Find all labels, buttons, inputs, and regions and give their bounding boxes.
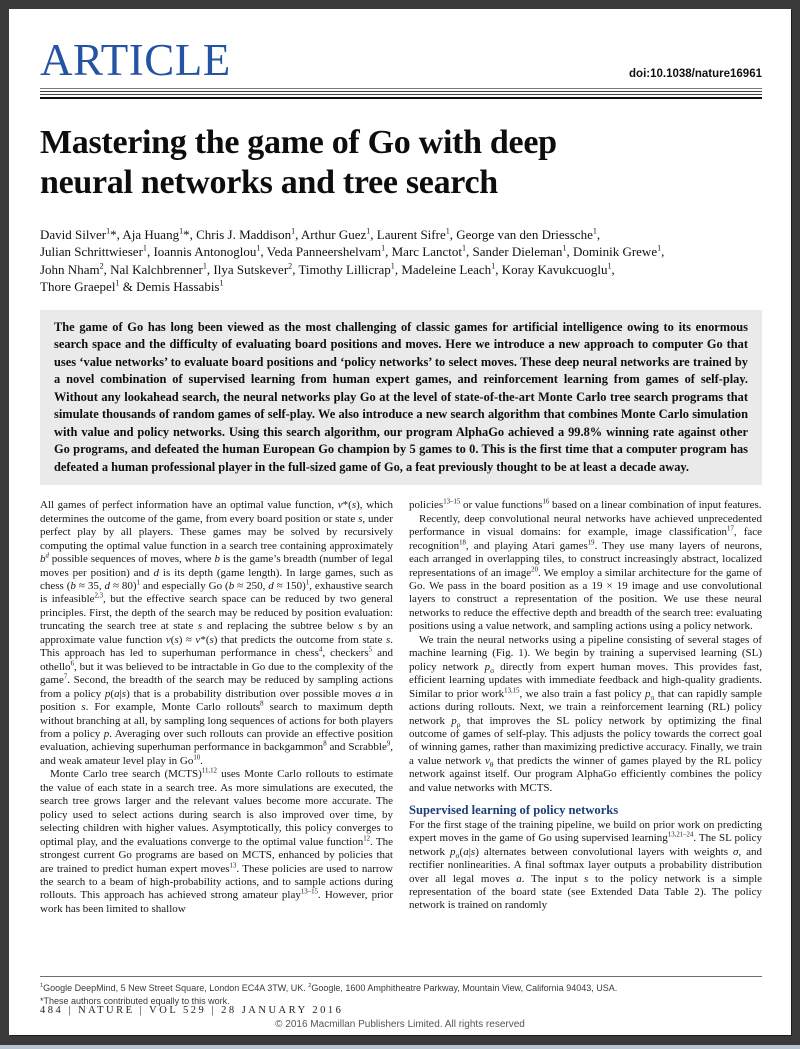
affiliations: $^1$Google DeepMind, 5 New Street Square, London EC4A 3TW, UK. $^2$Google, 1600 Amphitheatre Parkway, Mountain View, California 94043, USA. — [40, 983, 618, 993]
masthead — [40, 9, 762, 83]
paragraph-mcts: Monte Carlo tree search (MCTS)$^{11,12}$ uses Monte Carlo rollouts to estimate the value of each state in a search tree. As more simulations are executed, the search tree grows larger and the relevant values become more accurate. The policy used to select actions during search is also improved over time, by selecting children with higher values. Asymptotically, this policy converges to optimal play, and the evaluations converge to the optimal value function$^{12}$. The strongest current Go programs are based on MCTS, enhanced by policies that are trained to predict human expert moves$^{13}$. These policies are used to narrow the search to a beam of high-probability actions, and to sample actions during rollouts. This approach has achieved strong amateur play$^{13-15}$. However, prior work has been limited to shallow — [40, 767, 393, 915]
equal-contribution-note: *These authors contributed equally to this work. — [40, 995, 230, 1006]
author-list: David Silver$^1$*, Aja Huang$^1$*, Chris J. Maddison$^1$, Arthur Guez$^1$, Laurent Sifre$^1$, George van den Driessche$^1$, Julian Schrittwieser$^1$, Ioannis Antonoglou$^1$, Veda Panneershelvam$^1$, Marc Lanctot$^1$, Sander Dieleman$^1$, Dominik Grewe$^1$, John Nham$^2$, Nal Kalchbrenner$^1$, Ilya Sutskever$^2$, Timothy Lillicrap$^1$, Madeleine Leach$^1$, Koray Kavukcuoglu$^1$, Thore Graepel$^1$ & Demis Hassabis$^1$ — [40, 226, 665, 295]
right-column — [409, 499, 762, 916]
article-type-label: ARTICLE — [40, 35, 231, 85]
paragraph-pipeline: We train the neural networks using a pipeline consisting of several stages of machine learning (Fig. 1). We begin by training a supervised learning (SL) policy network $p_\sigma$ directly from expert human moves. This provides fast, efficient learning updates with immediate feedback and high-quality gradients. Similar to prior work$^{13,15}$, we also train a fast policy $p_\pi$ that can rapidly sample actions during rollouts. Next, we train a reinforcement learning (RL) policy network $p_\rho$ that improves the SL policy network by optimizing the final outcome of games of self-play. This adjusts the policy towards the correct goal of winning games, rather than maximizing predictive accuracy. Finally, we train a value network $v_\theta$ that predicts the winner of games played by the RL policy network against itself. Our program AlphaGo efficiently combines the policy and value networks with MCTS. — [409, 633, 763, 794]
paragraph-continuation: policies$^{13-15}$ or value functions$^{16}$ based on a linear combination of input features. — [409, 498, 762, 512]
page-title — [40, 123, 762, 203]
rule-line — [40, 88, 762, 89]
title-line-1: Mastering the game of Go with deep — [40, 124, 557, 161]
window-edge-strip — [0, 1045, 800, 1049]
title-line-2: neural networks and tree search — [40, 164, 498, 201]
left-column — [40, 499, 393, 916]
rule-line — [40, 91, 762, 92]
paragraph-sl-policy: For the first stage of the training pipeline, we build on prior work on predicting expert moves in the game of Go using supervised learning$^{13,21-24}$. The SL policy network $p_\sigma(a|s)$ alternates between convolutional layers with weights σ, and rectifier nonlinearities. A final softmax layer outputs a probability distribution over all legal moves a. The input s to the policy network is a simple representation of the board state (see Extended Data Table 2). The policy network is trained on randomly — [409, 818, 763, 912]
body-columns — [40, 499, 762, 916]
article-page — [9, 9, 791, 1035]
abstract-text: The game of Go has long been viewed as the most challenging of classic games for artificial intelligence owing to its enormous search space and the difficulty of evaluating board positions and moves. Here we introduce a new approach to computer Go that uses ‘value networks’ to evaluate board positions and ‘policy networks’ to select moves. These deep neural networks are trained by a novel combination of supervised learning from human expert games, and reinforcement learning from games of self-play. Without any lookahead search, the neural networks play Go at the level of state-of-the-art Monte Carlo tree search programs that simulate thousands of random games of self-play. We also introduce a new search algorithm that combines Monte Carlo simulation with value and policy networks. Using this search algorithm, our program AlphaGo achieved a 99.8% winning rate against other Go programs, and defeated the human European Go champion by 5 games to 0. This is the first time that a computer program has defeated a human professional player in the full-sized game of Go, a feat previously thought to be at least a decade away. — [54, 319, 748, 474]
paragraph-deep-cnn: Recently, deep convolutional neural networks have achieved unprecedented performance in visual domains: for example, image classification$^{17}$, face recognition$^{18}$, and playing Atari games$^{19}$. They use many layers of neurons, each arranged in overlapping tiles, to construct increasingly abstract, localized representations of an image$^{20}$. We employ a similar architecture for the game of Go. We pass in the board position as a 19 × 19 image and use convolutional layers to construct a representation of the position. We use these neural networks to reduce the effective depth and breadth of the search tree: evaluating positions using a value network, and sampling actions using a policy network. — [409, 512, 762, 633]
footnotes-block — [40, 976, 762, 1007]
rule-line — [40, 94, 762, 95]
abstract-box — [40, 310, 762, 486]
rule-line — [40, 97, 762, 99]
paragraph-intro: All games of perfect information have an optimal value function, v*(s), which determines the outcome of the game, from every board position or state s, under perfect play by all players. These games may be solved by recursively computing the optimal value function in a search tree containing approximately $b^d$ possible sequences of moves, where b is the game’s breadth (number of legal moves per position) and d is its depth (game length). In large games, such as chess (b ≈ 35, d ≈ 80)$^1$ and especially Go (b ≈ 250, d ≈ 150)$^1$, exhaustive search is infeasible$^{2,3}$, but the effective search space can be reduced by two general principles. First, the depth of the search may be reduced by position evaluation: truncating the search tree at state s and replacing the subtree below s by an approximate value function v(s) ≈ v*(s) that predicts the outcome from state s. This approach has led to superhuman performance in chess$^4$, checkers$^5$ and othello$^6$, but it was believed to be intractable in Go due to the complexity of the game$^7$. Second, the breadth of the search may be reduced by sampling actions from a policy p(a|s) that is a probability distribution over possible moves a in position s. For example, Monte Carlo rollouts$^8$ search to maximum depth without branching at all, by sampling long sequences of actions for both players from a policy p. Averaging over such rollouts can provide an effective position evaluation, achieving superhuman performance in backgammon$^8$ and Scrabble$^9$, and weak amateur level play in Go$^{10}$. — [40, 499, 394, 767]
citation-line: 484 | NATURE | VOL 529 | 28 JANUARY 2016 — [40, 1005, 344, 1016]
masthead-rule — [40, 88, 762, 99]
section-heading-supervised-learning: Supervised learning of policy networks — [409, 803, 619, 818]
copyright-line: © 2016 Macmillan Publishers Limited. All rights reserved — [275, 1019, 525, 1030]
doi-label: doi:10.1038/nature16961 — [629, 68, 762, 80]
